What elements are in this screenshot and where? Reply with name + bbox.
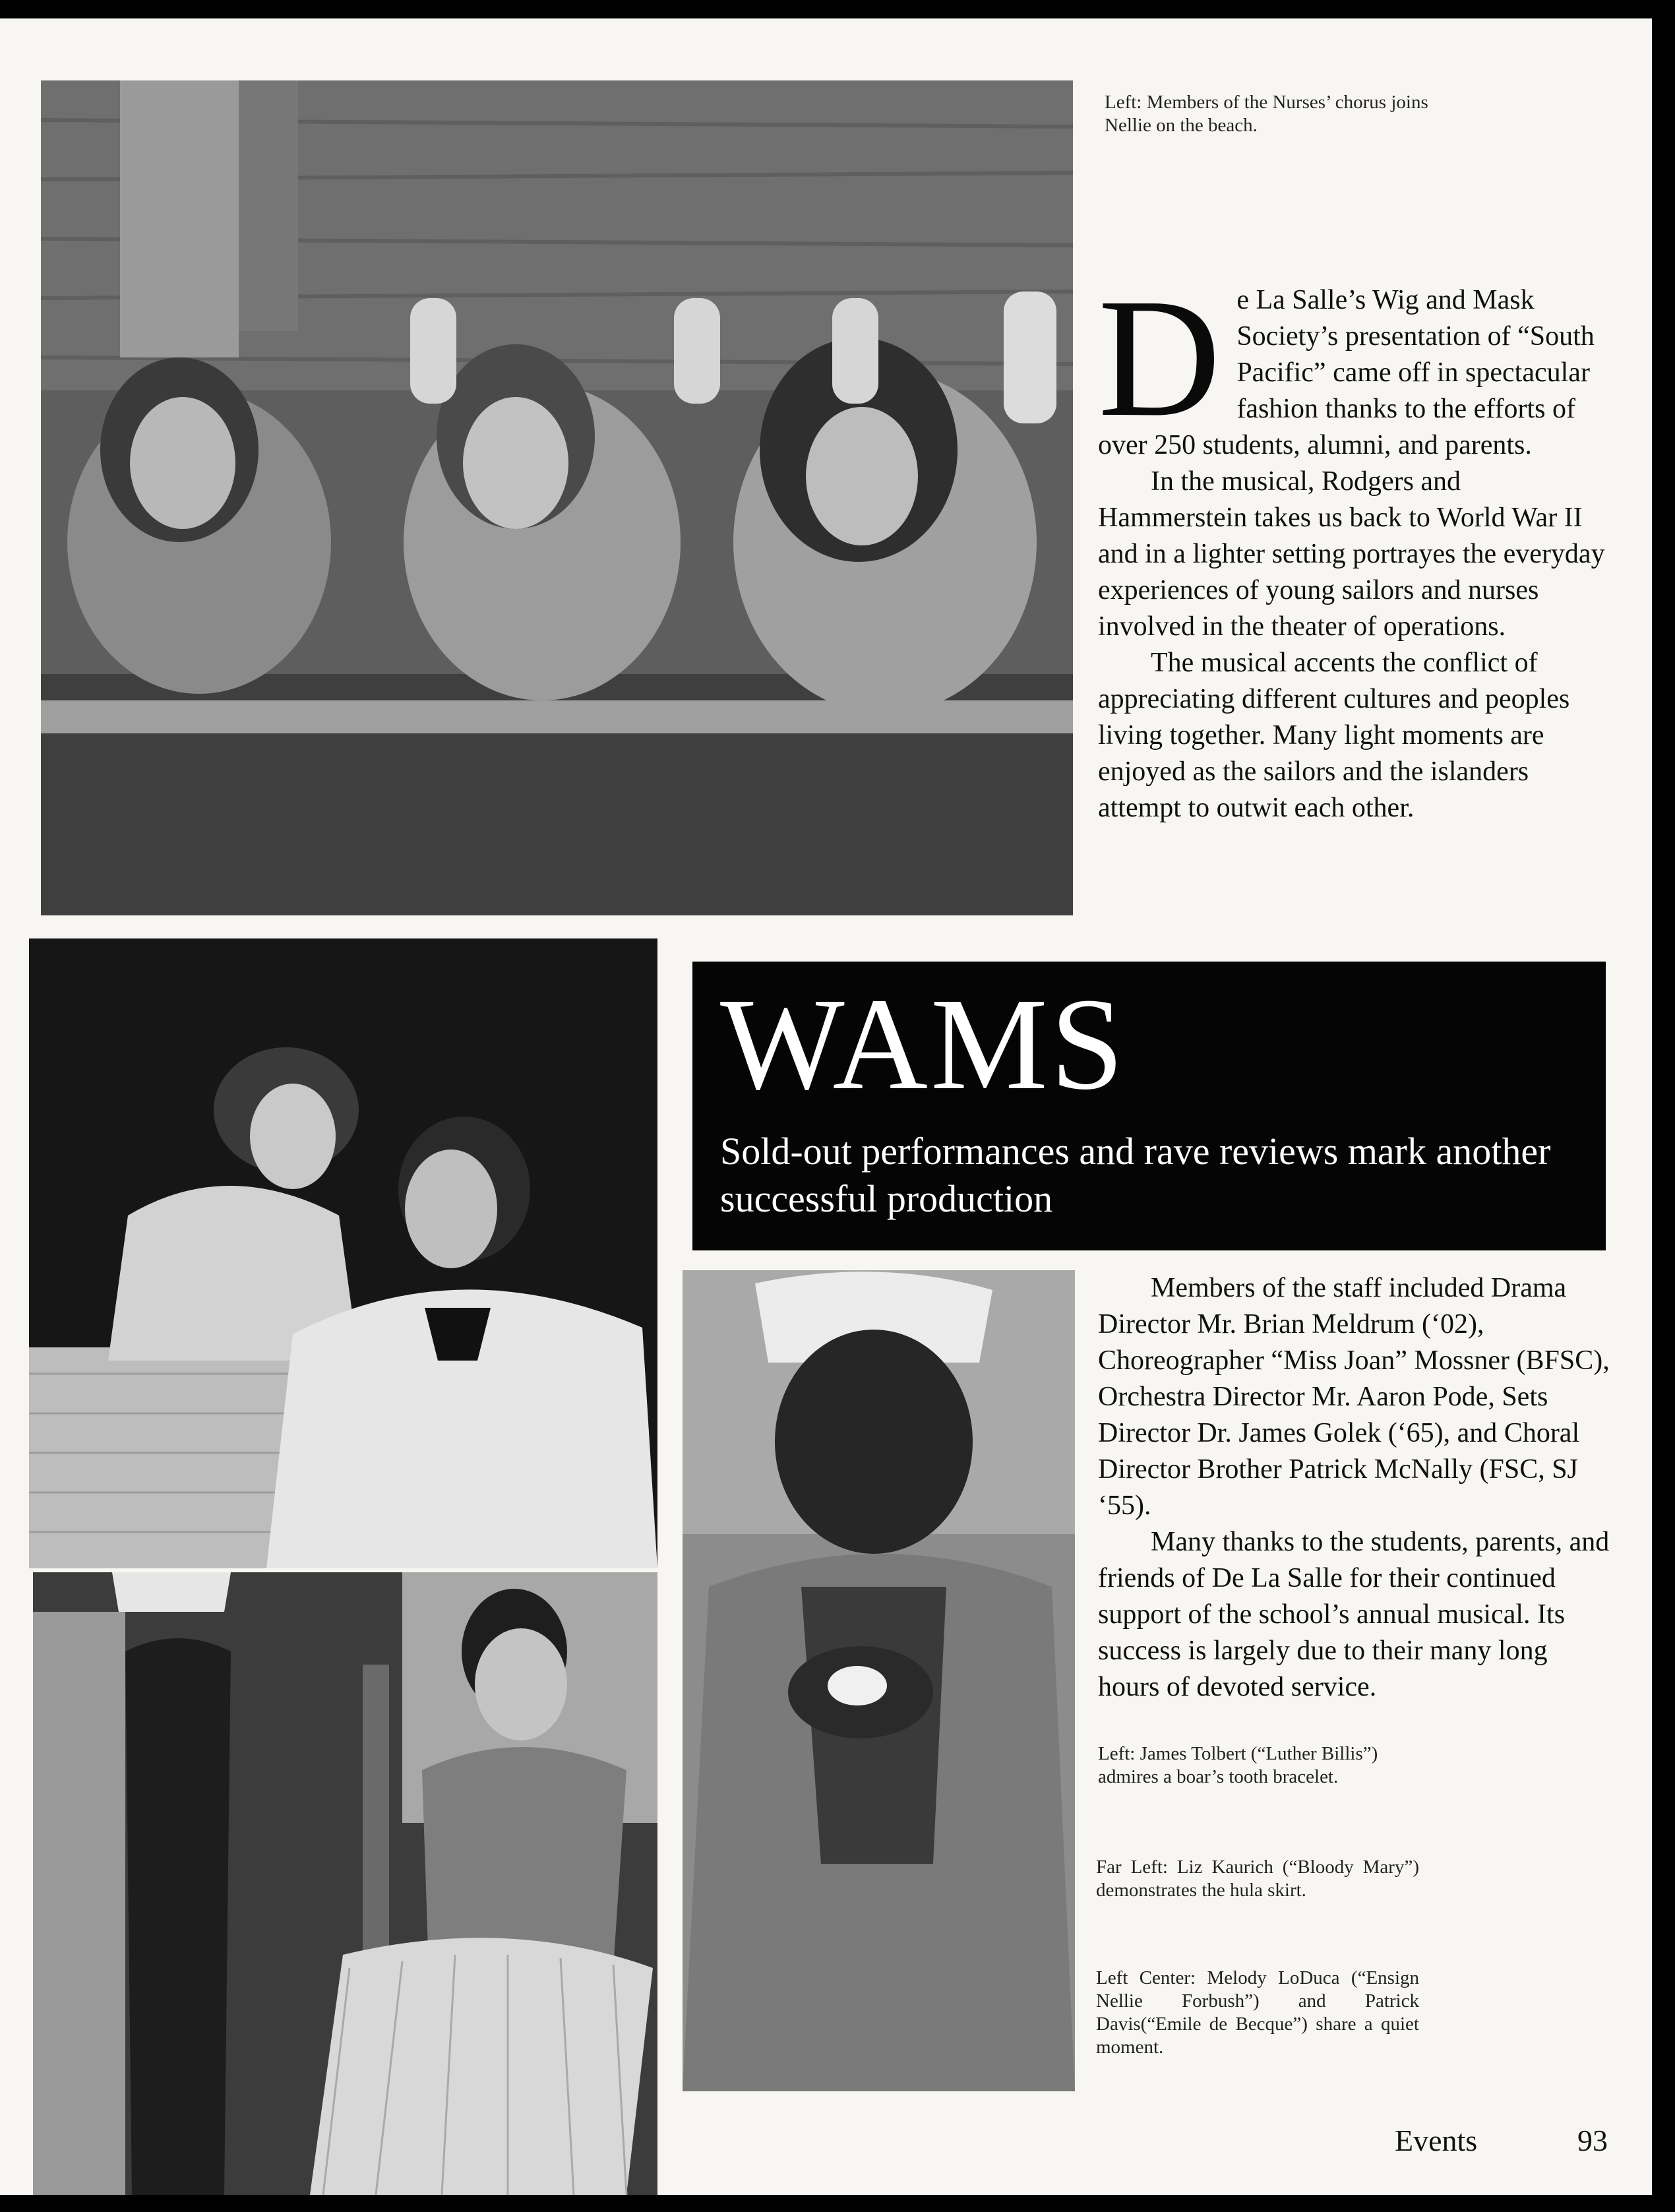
yearbook-page [0, 18, 1652, 2195]
wams-banner [692, 962, 1606, 1250]
footer-section: Events [1395, 2124, 1478, 2157]
photo-nurses-chorus [41, 80, 1073, 915]
page-number: 93 [1577, 2124, 1608, 2157]
paragraph-5: Many thanks to the students, parents, and friends of De La Salle for their continued support of the school’s annual musical. Its success is largely due to their many long hours of devoted service. [1098, 1527, 1610, 1702]
paragraph-3: The musical accents the conflict of appreciating different cultures and peoples living together. Many light moments are enjoyed as the sailors and the islanders attempt to outwit each other. [1098, 648, 1570, 823]
paragraph-2: In the musical, Rodgers and Hammerstein takes us back to World War II and in a lighter setting portrayes the everyday experiences of young sailors and nurses involved in the theater of operations. [1098, 466, 1605, 642]
photo-bloody-mary [33, 1572, 657, 2195]
caption-nurses-chorus: Left: Members of the Nurses’ chorus joins Nellie on the beach. [1105, 92, 1428, 136]
paragraph-1: e La Salle’s Wig and Mask Society’s presentation of “South Pacific” came off in spectacular fashion thanks to the efforts of over 250 students, alumni, and parents. [1098, 285, 1595, 460]
banner-subtitle: Sold-out performances and rave reviews mark another successful production [720, 1130, 1551, 1220]
caption-luther-billis: Left: James Tolbert (“Luther Billis”) admires a boar’s tooth bracelet. [1098, 1743, 1378, 1787]
caption-bloody-mary: Far Left: Liz Kaurich (“Bloody Mary”) demonstrates the hula skirt. [1096, 1857, 1419, 1901]
article-intro [1098, 263, 1612, 826]
caption-nellie-emile: Left Center: Melody LoDuca (“Ensign Nellie Forbush”) and Patrick Davis(“Emile de Becque”) share a quiet moment. [1096, 1967, 1419, 2058]
banner-title: WAMS [720, 971, 1127, 1117]
photo-luther-billis [683, 1270, 1075, 2091]
article-staff [1098, 1270, 1612, 1705]
paragraph-4: Members of the staff included Drama Director Mr. Brian Meldrum (‘02), Choreographer “Miss Joan” Mossner (BFSC), Orchestra Director Mr. Aaron Pode, Sets Director Dr. James Golek (‘65), and Choral Director Brother Patrick McNally (FSC, SJ ‘55). [1098, 1273, 1610, 1521]
photo-nellie-emile [29, 938, 657, 1568]
drop-cap-letter: D [1098, 263, 1221, 452]
